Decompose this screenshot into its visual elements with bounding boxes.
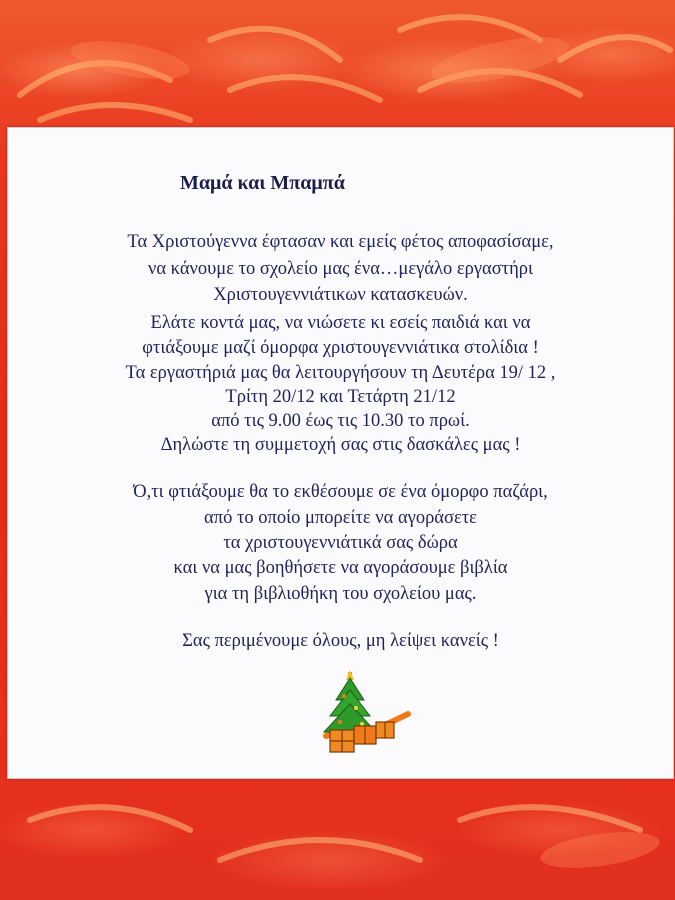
closing-line: Σας περιμένουμε όλους, μη λείψει κανείς ! [182, 631, 499, 651]
notice-sheet [7, 127, 674, 779]
notice-line: για τη βιβλιοθήκη του σχολείου μας. [204, 584, 477, 604]
notice-line: από το οποίο μπορείτε να αγοράσετε [204, 508, 477, 528]
notice-line: Χριστουγεννιάτικων κατασκευών. [213, 285, 468, 305]
notice-line: από τις 9.00 έως τις 10.30 το πρωί. [211, 411, 470, 431]
notice-title: Μαμά και Μπαμπά [180, 172, 345, 194]
notice-line: φτιάξουμε μαζί όμορφα χριστουγεννιάτικα στολίδια ! [142, 338, 539, 358]
notice-line: τα χριστουγεννιάτικά σας δώρα [223, 533, 458, 553]
notice-line: και να μας βοηθήσετε να αγοράσουμε βιβλία [173, 558, 508, 578]
christmas-tree-with-gifts-icon [308, 666, 418, 766]
notice-line: να κάνουμε το σχολείο μας ένα…μεγάλο εργαστήρι [148, 259, 533, 279]
notice-line: Ό,τι φτιάξουμε θα το εκθέσουμε σε ένα όμορφο παζάρι, [133, 482, 548, 502]
notice-line: Δηλώστε τη συμμετοχή σας στις δασκάλες μας ! [160, 435, 521, 455]
notice-line: Τα Χριστούγεννα έφτασαν και εμείς φέτος αποφασίσαμε, [127, 232, 554, 252]
notice-line: Ελάτε κοντά μας, να νιώσετε κι εσείς παιδιά και να [150, 313, 531, 333]
notice-line: Τα εργαστήριά μας θα λειτουργήσουν τη Δευτέρα 19/ 12 , [125, 363, 556, 383]
notice-line: Τρίτη 20/12 και Τετάρτη 21/12 [225, 387, 456, 407]
